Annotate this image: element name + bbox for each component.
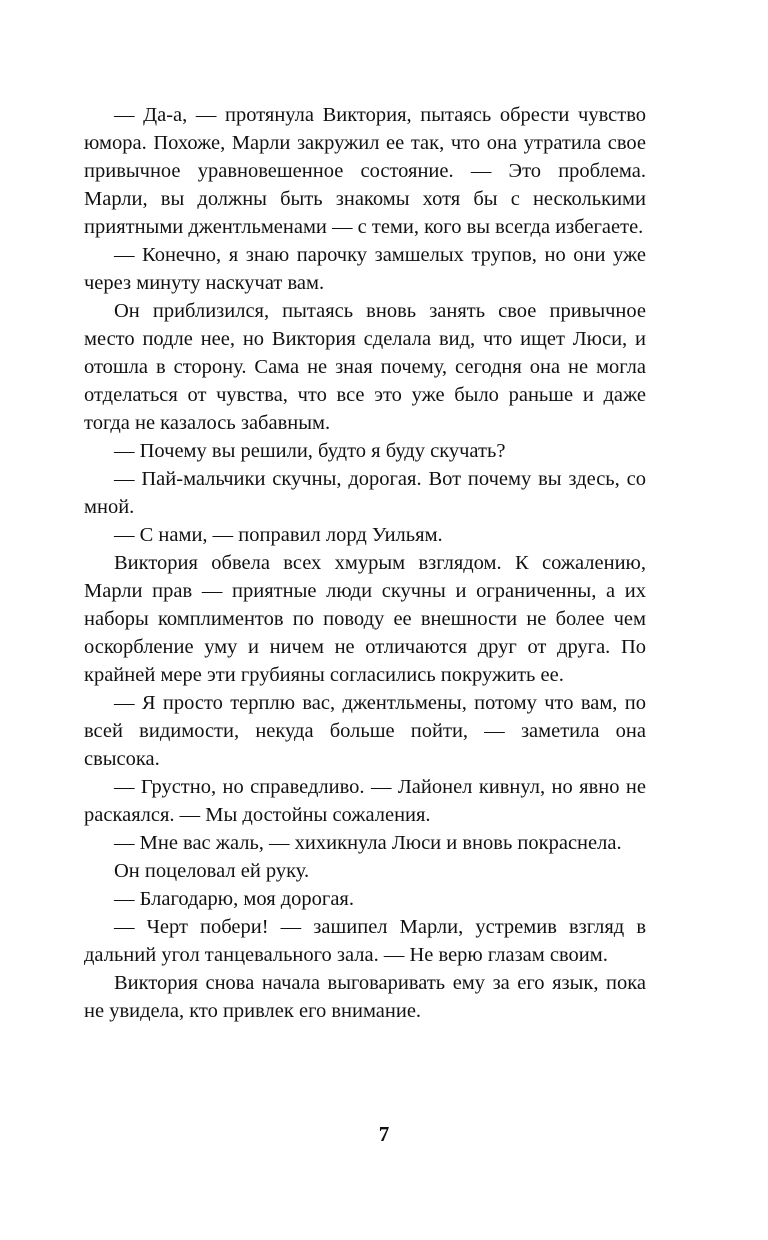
paragraph-3: Он приблизился, пытаясь вновь занять свое привычное место подле нее, но Виктория сделала вид, что ищет Люси, и отошла в сторону. Сама не зная почему, сегодня она не могла отделаться от чувства, что все это уже было раньше и даже тогда не казалось забавным.: [84, 300, 646, 434]
paragraph-14: Виктория снова начала выговаривать ему за его язык, пока не увидела, кто привлек его внимание.: [84, 972, 646, 1022]
paragraph-1: — Да-а, — протянула Виктория, пытаясь обрести чувство юмора. Похоже, Марли закружил ее так, что она утратила свое привычное уравновешенное состояние. — Это проблема. Марли, вы должны быть знакомы хотя бы с несколькими приятными джентльменами — с теми, кого вы всегда избегаете.: [84, 104, 646, 238]
paragraph-6: — С нами, — поправил лорд Уильям.: [114, 524, 443, 546]
paragraph-13: — Черт побери! — зашипел Марли, устремив взгляд в дальний угол танцевального зала. — Не верю глазам своим.: [84, 916, 646, 966]
paragraph-11: Он поцеловал ей руку.: [114, 860, 310, 882]
paragraph-8: — Я просто терплю вас, джентльмены, потому что вам, по всей видимости, некуда больше пойти, — заметила она свысока.: [84, 692, 646, 770]
book-page-text: [84, 101, 646, 1025]
paragraph-9: — Грустно, но справедливо. — Лайонел кивнул, но явно не раскаялся. — Мы достойны сожаления.: [84, 776, 646, 826]
paragraph-10: — Мне вас жаль, — хихикнула Люси и вновь покраснела.: [114, 832, 622, 854]
paragraph-4: — Почему вы решили, будто я буду скучать?: [114, 440, 506, 462]
paragraph-7: Виктория обвела всех хмурым взглядом. К сожалению, Марли прав — приятные люди скучны и ограниченны, а их наборы комплиментов по поводу ее внешности не более чем оскорбление уму и ничем не отличаются друг от друга. По крайней мере эти грубияны согласились покружить ее.: [84, 552, 646, 686]
paragraph-2: — Конечно, я знаю парочку замшелых трупов, но они уже через минуту наскучат вам.: [84, 244, 646, 294]
paragraph-5: — Пай-мальчики скучны, дорогая. Вот почему вы здесь, со мной.: [84, 468, 646, 518]
paragraph-12: — Благодарю, моя дорогая.: [114, 888, 354, 910]
page-number: 7: [378, 1122, 390, 1146]
